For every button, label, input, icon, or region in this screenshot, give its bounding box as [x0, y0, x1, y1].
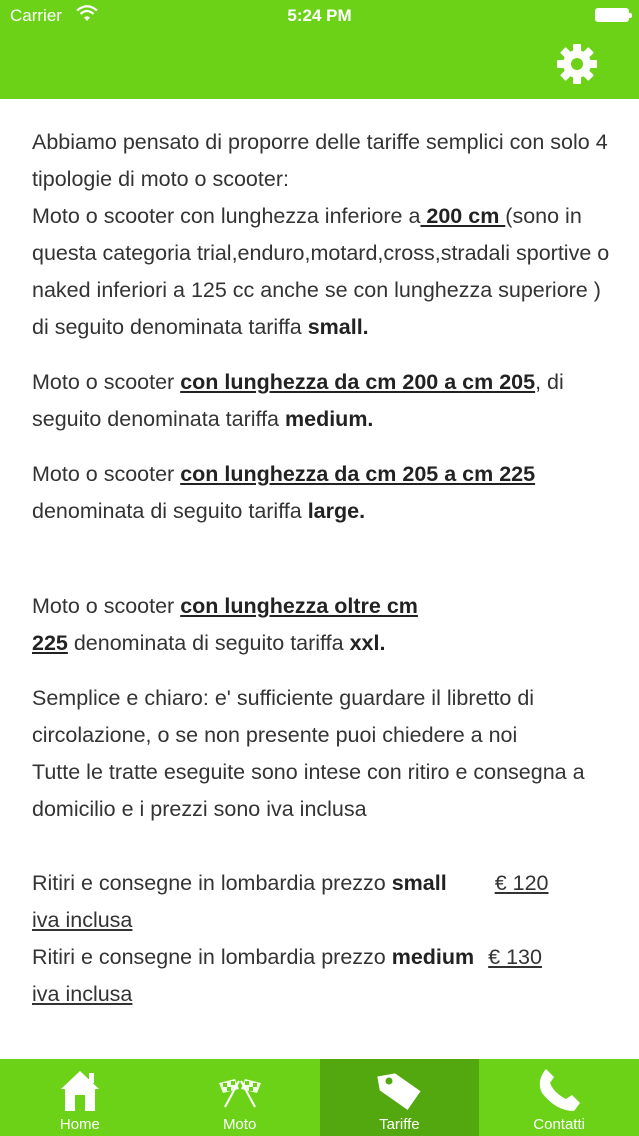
intro-text: Abbiamo pensato di proporre delle tariffe semplici con solo 4 tipologie di moto o scooter:: [32, 130, 608, 191]
phone-icon: [534, 1065, 584, 1115]
racing-flags-icon: [215, 1065, 265, 1115]
large-rate-description: denominata di seguito tariffa: [32, 499, 308, 523]
xxl-length-link[interactable]: con lunghezza oltre cm: [180, 594, 418, 618]
price-small-text: Ritiri e consegne in lombardia prezzo: [32, 871, 392, 895]
carrier-label: Carrier: [10, 6, 62, 25]
price-medium-row: [32, 939, 612, 1013]
medium-rate-name: medium.: [285, 407, 374, 431]
small-rate-text: Moto o scooter con lunghezza inferiore a: [32, 204, 421, 228]
xxl-rate-text: Moto o scooter: [32, 594, 181, 618]
price-small-vat[interactable]: iva inclusa: [32, 908, 133, 932]
app-header: [0, 0, 639, 99]
price-medium-value[interactable]: € 130: [488, 945, 542, 969]
simple-text: Semplice e chiaro: e' sufficiente guardare il libretto di circolazione, o se non presente puoi chiedere a noi: [32, 686, 535, 747]
xxl-rate-description: denominata di seguito tariffa: [67, 631, 350, 655]
price-medium-label: medium: [391, 945, 475, 969]
small-rate-name: small.: [307, 315, 369, 339]
paragraph-xxl: [32, 588, 612, 662]
medium-length-link[interactable]: con lunghezza da cm 200 a cm 205: [180, 370, 536, 394]
battery-icon: [595, 8, 629, 22]
price-small-label: small: [391, 871, 447, 895]
medium-rate-description: , di seguito denominata tariffa: [32, 370, 564, 431]
price-medium-text: Ritiri e consegne in lombardia prezzo: [32, 945, 392, 969]
price-small-value[interactable]: € 120: [494, 871, 549, 895]
xxl-rate-name: xxl.: [349, 631, 386, 655]
large-rate-text: Moto o scooter: [32, 462, 181, 486]
tab-contatti[interactable]: [479, 1059, 639, 1136]
small-length-link[interactable]: 200 cm: [420, 204, 506, 228]
paragraph-large: [32, 456, 612, 530]
tab-bar: [0, 1059, 639, 1136]
tab-contatti-label: Contatti: [533, 1116, 585, 1133]
tab-moto[interactable]: [160, 1059, 320, 1136]
paragraph-intro: [32, 124, 612, 346]
tab-home-label: Home: [59, 1116, 100, 1133]
price-medium-vat[interactable]: iva inclusa: [32, 982, 133, 1006]
tab-moto-label: Moto: [222, 1116, 257, 1133]
medium-rate-text: Moto o scooter: [32, 370, 181, 394]
tab-tariffe[interactable]: [320, 1059, 480, 1136]
tab-tariffe-label: Tariffe: [379, 1116, 420, 1133]
paragraph-simple: [32, 680, 612, 828]
large-rate-name: large.: [307, 499, 366, 523]
home-icon: [55, 1065, 105, 1115]
xxl-length-link-value[interactable]: 225: [32, 631, 68, 655]
small-rate-description: (sono in questa categoria trial,enduro,motard,cross,stradali sportive o naked inferiori a 125 cc anche se con lunghezza superiore ) di seguito denominata tariffa: [32, 204, 610, 339]
price-tag-icon: [374, 1065, 424, 1115]
large-length-link[interactable]: con lunghezza da cm 205 a cm 225: [180, 462, 536, 486]
price-small-row: [32, 865, 612, 939]
tariff-description: [32, 124, 612, 1013]
gear-icon[interactable]: [555, 42, 599, 86]
status-time: 5:24 PM: [287, 6, 352, 25]
status-bar: [0, 0, 639, 32]
delivery-text: Tutte le tratte eseguite sono intese con ritiro e consegna a domicilio e i prezzi sono iva inclusa: [32, 760, 585, 821]
tab-home[interactable]: [0, 1059, 160, 1136]
paragraph-medium: [32, 364, 612, 438]
